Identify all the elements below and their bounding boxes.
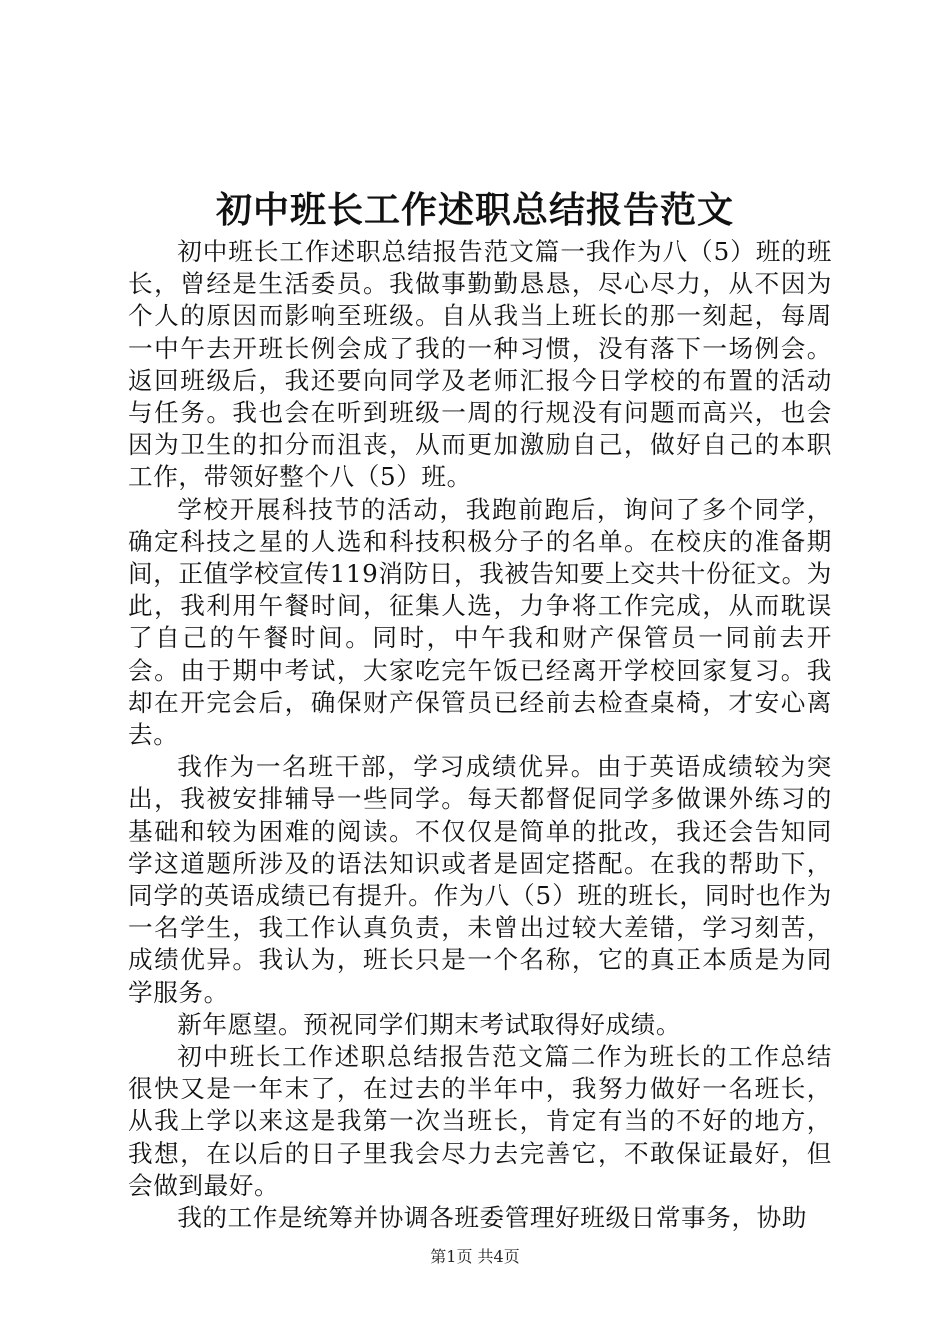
paragraph-2: 学校开展科技节的活动，我跑前跑后，询问了多个同学，确定科技之星的人选和科技积极分子的名单。在校庆的准备期间，正值学校宣传119消防日，我被告知要上交共十份征文。为此，我利用午餐时间，征集人选，力争将工作完成，从而耽误了自己的午餐时间。同时，中午我和财产保管员一同前去开会。由于期中考试，大家吃完午饭已经离开学校回家复习。我却在开完会后，确保财产保管员已经前去检查桌椅，才安心离去。 xyxy=(128,494,832,750)
document-title: 初中班长工作述职总结报告范文 xyxy=(215,189,734,231)
document-body xyxy=(128,236,832,1234)
paragraph-4: 新年愿望。预祝同学们期末考试取得好成绩。 xyxy=(177,1009,682,1039)
page-number-footer: 第1页 共4页 xyxy=(430,1247,520,1266)
paragraph-1: 初中班长工作述职总结报告范文篇一我作为八（5）班的班长，曾经是生活委员。我做事勤勤恳恳，尽心尽力，从不因为个人的原因而影响至班级。自从我当上班长的那一刻起，每周一中午去开班长例会成了我的一种习惯，没有落下一场例会。返回班级后，我还要向同学及老师汇报今日学校的布置的活动与任务。我也会在听到班级一周的行规没有问题而高兴，也会因为卫生的扣分而沮丧，从而更加激励自己，做好自己的本职工作，带领好整个八（5）班。 xyxy=(128,237,832,492)
paragraph-3: 我作为一名班干部，学习成绩优异。由于英语成绩较为突出，我被安排辅导一些同学。每天都督促同学多做课外练习的基础和较为困难的阅读。不仅仅是简单的批改，我还会告知同学这道题所涉及的语法知识或者是固定搭配。在我的帮助下，同学的英语成绩已有提升。作为八（5）班的班长，同时也作为一名学生，我工作认真负责，未曾出过较大差错，学习刻苦，成绩优异。我认为，班长只是一个名称，它的真正本质是为同学服务。 xyxy=(128,752,832,1007)
paragraph-5: 初中班长工作述职总结报告范文篇二作为班长的工作总结很快又是一年末了，在过去的半年中，我努力做好一名班长，从我上学以来这是我第一次当班长，肯定有当的不好的地方，我想，在以后的日子里我会尽力去完善它，不敢保证最好，但会做到最好。 xyxy=(128,1042,832,1200)
paragraph-6: 我的工作是统筹并协调各班委管理好班级日常事务，协助 xyxy=(177,1203,808,1233)
